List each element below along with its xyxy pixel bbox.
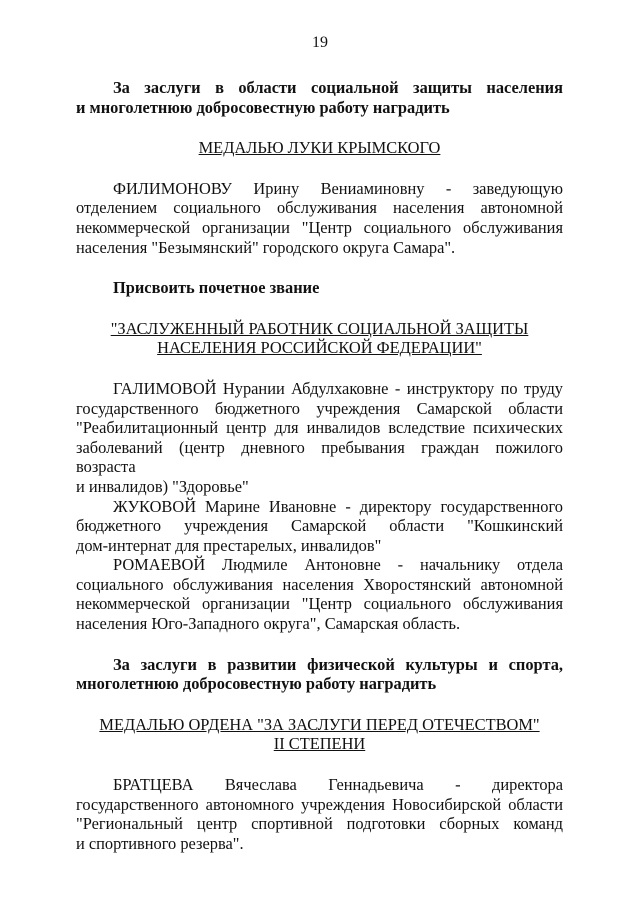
medal-heading-order-line2: II СТЕПЕНИ (273, 734, 366, 754)
entry-line: и спортивного резерва". (76, 833, 244, 853)
entry-line: дом-интернат для престарелых, инвалидов" (76, 535, 382, 555)
entry-line: ФИЛИМОНОВУ Ирину Вениаминовну - заведующую (113, 178, 563, 198)
entry-line: "Региональный центр спортивной подготовки сборных команд (76, 814, 563, 834)
entry-line: некоммерческой организации "Центр социального обслуживания (76, 217, 563, 237)
title-intro: Присвоить почетное звание (113, 278, 320, 298)
entry-line: некоммерческой организации "Центр социального обслуживания (76, 594, 563, 614)
entry-line: заболеваний (центр дневного пребывания граждан пожилого возраста (76, 437, 563, 477)
entry-line: бюджетного учреждения Самарской области "Кошкинский (76, 516, 563, 536)
document-body (76, 78, 563, 853)
entry-brattsev (76, 775, 563, 853)
entry-line: отделением социального обслуживания населения автономной (76, 198, 563, 218)
entry-filimonova (76, 179, 563, 257)
entry-line: БРАТЦЕВА Вячеслава Геннадьевича - директора (113, 775, 563, 795)
entry-line: государственного автономного учреждения Новосибирской области (76, 794, 563, 814)
award-intro-sport-cont: многолетнюю добросовестную работу наградить (76, 674, 437, 694)
entry-line: населения "Безымянский" городского округа Самара". (76, 237, 456, 257)
entry-line: государственного бюджетного учреждения Самарской области (76, 398, 563, 418)
entry-line: "Реабилитационный центр для инвалидов вследствие психических (76, 418, 563, 438)
entry-line: населения Юго-Западного округа", Самарская область. (76, 614, 461, 634)
medal-heading-luka: МЕДАЛЬЮ ЛУКИ КРЫМСКОГО (198, 138, 441, 158)
title-heading-line1: "ЗАСЛУЖЕННЫЙ РАБОТНИК СОЦИАЛЬНОЙ ЗАЩИТЫ (110, 318, 529, 338)
entry-line: социального обслуживания населения Хворостянский автономной (76, 574, 563, 594)
medal-heading-order-line1: МЕДАЛЬЮ ОРДЕНА "ЗА ЗАСЛУГИ ПЕРЕД ОТЕЧЕСТВОМ" (99, 714, 540, 734)
page-number: 19 (312, 34, 328, 51)
award-intro-social-cont: и многолетнюю добросовестную работу наградить (76, 97, 450, 117)
entry-zhukova (76, 497, 563, 556)
entry-galimova (76, 379, 563, 497)
entry-line: ЖУКОВОЙ Марине Ивановне - директору государственного (113, 496, 563, 516)
award-intro-social: За заслуги в области социальной защиты населения (113, 78, 563, 97)
award-intro-sport: За заслуги в развитии физической культуры и спорта, (113, 654, 563, 674)
entry-romaeva (76, 555, 563, 633)
entry-line: и инвалидов) "Здоровье" (76, 476, 249, 496)
entry-line: ГАЛИМОВОЙ Нурании Абдулхаковне - инструктору по труду (113, 378, 563, 398)
title-heading-line2: НАСЕЛЕНИЯ РОССИЙСКОЙ ФЕДЕРАЦИИ" (157, 338, 482, 358)
entry-line: РОМАЕВОЙ Людмиле Антоновне - начальнику отдела (113, 555, 563, 575)
